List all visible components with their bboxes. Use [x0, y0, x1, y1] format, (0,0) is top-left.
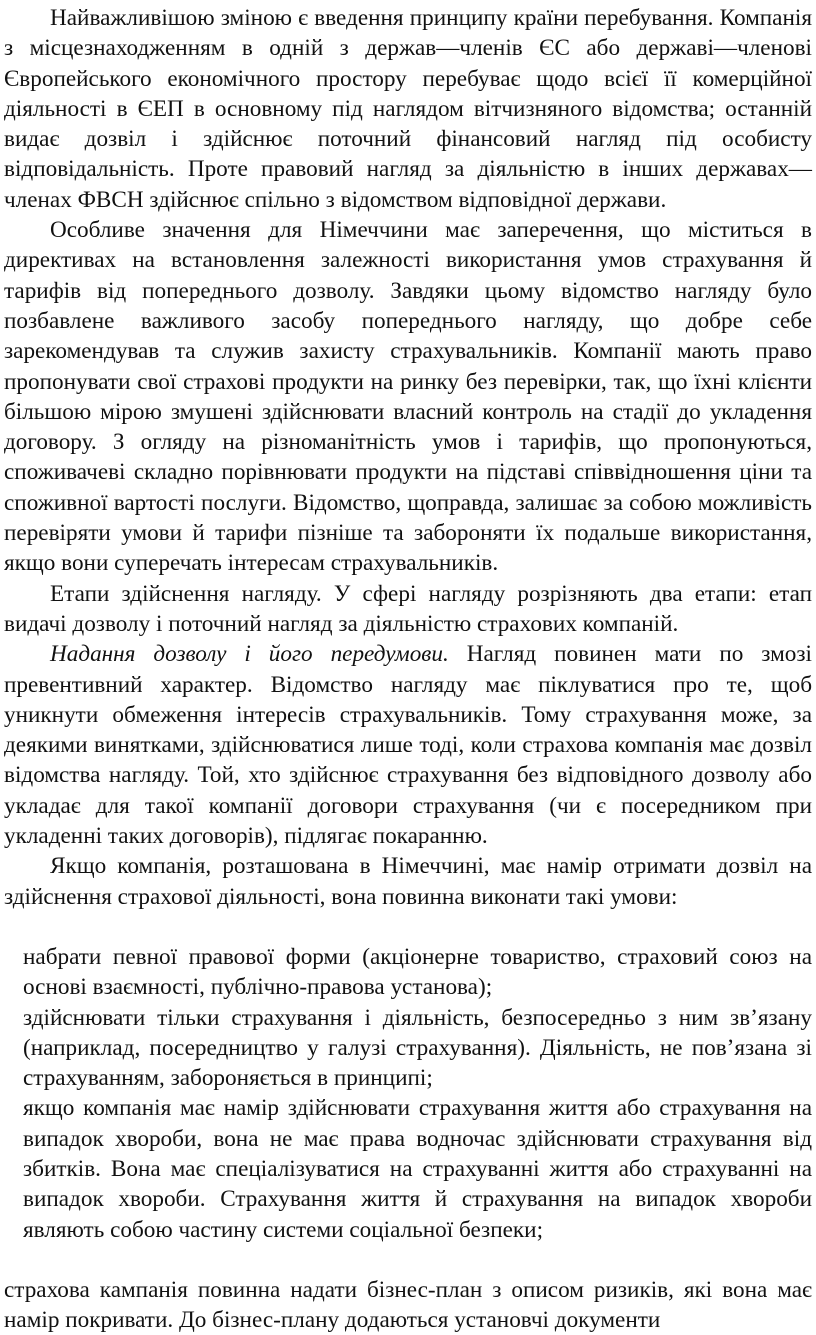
paragraph-business-plan: страхова кампанія повинна надати бізнес-план з описом ризиків, які вона має намір покривати. До бізнес-плану додаються установчі документи	[4, 1276, 812, 1334]
condition-item-insurance-only: здійснювати тільки страхування і діяльність, безпосередньо з ним зв’язану (наприклад, посередництво у галузі страхування). Діяльність, не пов’язана зі страхуванням, забороняється в принципі;	[23, 1004, 812, 1092]
licensing-heading: Надання дозволу і його передумови.	[50, 641, 449, 668]
licensing-text: Нагляд повинен мати по змозі превентивний характер. Відомство нагляду має піклуватися про те, щоб уникнути обмеження інтересів страхувальників. Тому страхування може, за деякими винятками, здійснюватися лише тоді, коли страхова компанія має дозвіл відомства нагляду. Той, хто здійснює страхування без відповідного дозволу або укладає для такої компанії договори страхування (чи є посередником при укладенні таких договорів), підлягає покаранню.	[4, 641, 812, 850]
paragraph-licensing	[4, 639, 812, 851]
paragraph-conditions-intro: Якщо компанія, розташована в Німеччині, має намір отримати дозвіл на здійснення страхової діяльності, вона повинна виконати такі умови:	[4, 853, 812, 910]
paragraph-germany-objection: Особливе значення для Німеччини має заперечення, що міститься в директивах на встановлення залежності використання умов страхування й тарифів від попереднього дозволу. Завдяки цьому відомство нагляду було позбавлене важливого засобу попереднього нагляду, що добре себе зарекомендував та служив захисту страхувальників. Компанії мають право пропонувати свої страхові продукти на ринку без перевірки, так, що їхні клієнти більшою мірою змушені здійснювати власний контроль на стадії до укладення договору. З огляду на різноманітність умов і тарифів, що пропонуються, споживачеві складно порівнювати продукти на підставі співвідношення ціни та споживної вартості послуги. Відомство, щоправда, залишає за собою можливість перевіряти умови й тарифи пізніше та забороняти їх подальше використання, якщо вони суперечать інтересам страхувальників.	[4, 217, 812, 577]
condition-item-life-health: якщо компанія має намір здійснювати страхування життя або страхування на випадок хвороби, вона не має права водночас здійснювати страхування від збитків. Вона має спеціалізуватися на страхуванні життя або страхуванні на випадок хвороби. Страхування життя й страхування на випадок хвороби являють собою частину системи соціальної безпеки;	[23, 1095, 812, 1243]
conditions-list	[4, 942, 812, 1245]
paragraph-supervision-stages: Етапи здійснення нагляду. У сфері нагляду розрізняють два етапи: етап видачі дозволу і поточний нагляд за діяльністю страхових компаній.	[4, 580, 812, 637]
paragraph-home-country-principle: Найважливішою зміною є введення принципу країни перебування. Компанія з місцезнаходженням в одній з держав—членів ЄС або державі—членові Європейського економічного простору перебуває щодо всієї її комерційної діяльності в ЄЕП в основному під наглядом вітчизняного відомства; останній видає дозвіл і здійснює поточний фінансовий нагляд під особисту відповідальність. Проте правовий нагляд за діяльністю в інших державах—членах ФВСН здійснює спільно з відомством відповідної держави.	[4, 5, 812, 213]
condition-item-legal-form: набрати певної правової форми (акціонерне товариство, страховий союз на основі взаємності, публічно-правова установа);	[23, 943, 812, 1001]
